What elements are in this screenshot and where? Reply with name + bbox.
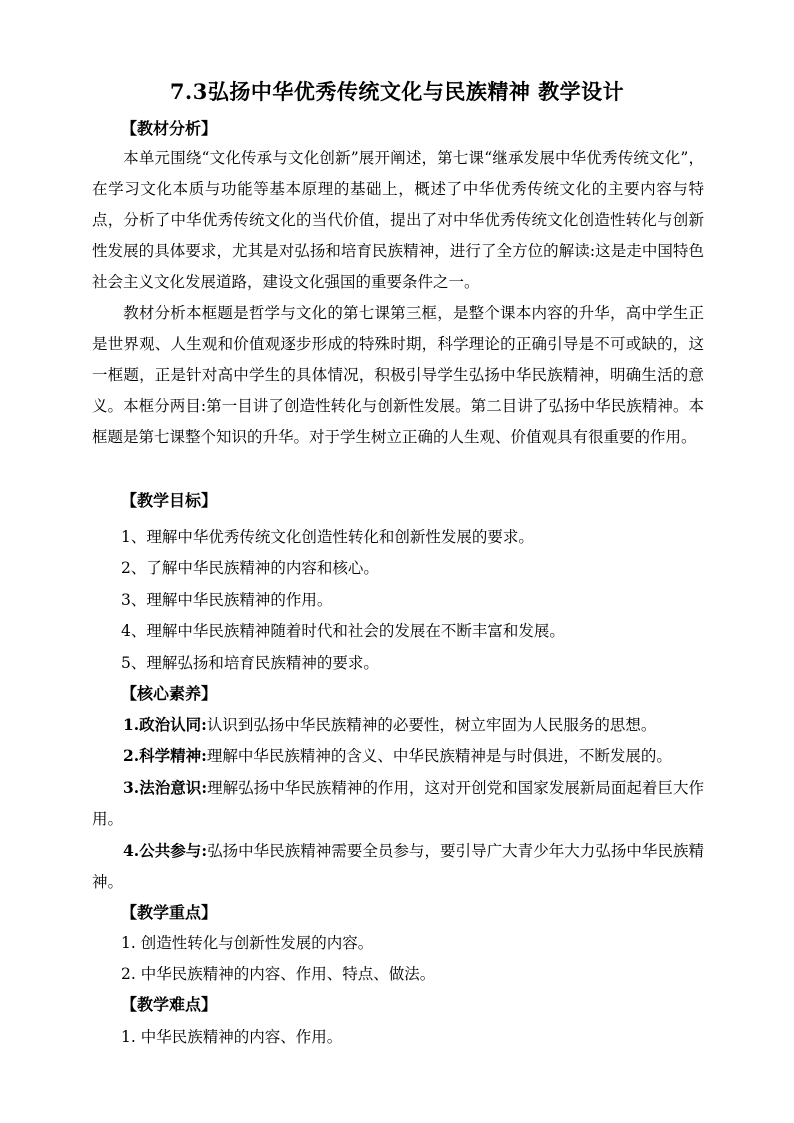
literacy-lead: 1.政治认同: xyxy=(123,715,207,734)
goal-item: 3、理解中华民族精神的作用。 xyxy=(121,591,333,609)
literacy-item-science xyxy=(92,740,704,772)
literacy-lead: 2.科学精神: xyxy=(123,746,207,765)
literacy-text: 认识到弘扬中华民族精神的必要性，树立牢固为人民服务的思想。 xyxy=(206,716,657,734)
paragraph-material-analysis-1 xyxy=(92,143,704,298)
key-point-item: 2. 中华民族精神的内容、作用、特点、做法。 xyxy=(121,965,436,983)
literacy-item-participation xyxy=(92,835,704,898)
paragraph-material-analysis-2 xyxy=(92,298,704,453)
literacy-text: 理解弘扬中华民族精神的作用，这对开创党和国家发展新局面起着巨大作用。 xyxy=(92,779,704,828)
page-title: 7.3弘扬中华优秀传统文化与民族精神 教学设计 xyxy=(169,79,625,104)
heading-core-literacy: 【核心素养】 xyxy=(121,684,218,703)
goal-item: 1、理解中华优秀传统文化创造性转化和创新性发展的要求。 xyxy=(121,528,534,546)
difficult-point-item: 1. 中华民族精神的内容、作用。 xyxy=(121,1028,343,1046)
literacy-lead: 3.法治意识: xyxy=(123,778,208,797)
goal-item: 2、了解中华民族精神的内容和核心。 xyxy=(121,559,379,577)
literacy-item-political xyxy=(92,709,704,741)
goal-item: 5、理解弘扬和培育民族精神的要求。 xyxy=(121,654,379,672)
heading-key-points: 【教学重点】 xyxy=(121,903,218,922)
heading-difficult-points: 【教学难点】 xyxy=(121,995,218,1014)
heading-teaching-goals: 【教学目标】 xyxy=(121,491,218,510)
paragraph-text: 本单元围绕“文化传承与文化创新”展开阐述，第七课“继承发展中华优秀传统文化”，在学习文化本质与功能等基本原理的基础上，概述了中华优秀传统文化的主要内容与特点，分析了中华优秀传统文化的当代价值，提出了对中华优秀传统文化创造性转化与创新性发展的具体要求，尤其是对弘扬和培育民族精神，进行了全方位的解读:这是走中国特色社会主义文化发展道路，建设文化强国的重要条件之一。 xyxy=(92,149,704,291)
paragraph-text: 教材分析本框题是哲学与文化的第七课第三框，是整个课本内容的升华，高中学生正是世界观、人生观和价值观逐步形成的特殊时期，科学理论的正确引导是不可或缺的，这一框题，正是针对高中学生的具体情况，积极引导学生弘扬中华民族精神，明确生活的意义。本框分两目:第一目讲了创造性转化与创新性发展。第二目讲了弘扬中华民族精神。本框题是第七课整个知识的升华。对于学生树立正确的人生观、价值观具有很重要的作用。 xyxy=(92,304,704,446)
literacy-item-law xyxy=(92,772,704,835)
heading-material-analysis: 【教材分析】 xyxy=(121,119,218,138)
literacy-text: 弘扬中华民族精神需要全员参与，要引导广大青少年大力弘扬中华民族精神。 xyxy=(92,842,704,891)
key-point-item: 1. 创造性转化与创新性发展的内容。 xyxy=(121,934,374,952)
literacy-text: 理解中华民族精神的含义、中华民族精神是与时俱进，不断发展的。 xyxy=(206,747,672,765)
literacy-lead: 4.公共参与: xyxy=(123,841,208,860)
goal-item: 4、理解中华民族精神随着时代和社会的发展在不断丰富和发展。 xyxy=(121,622,565,640)
